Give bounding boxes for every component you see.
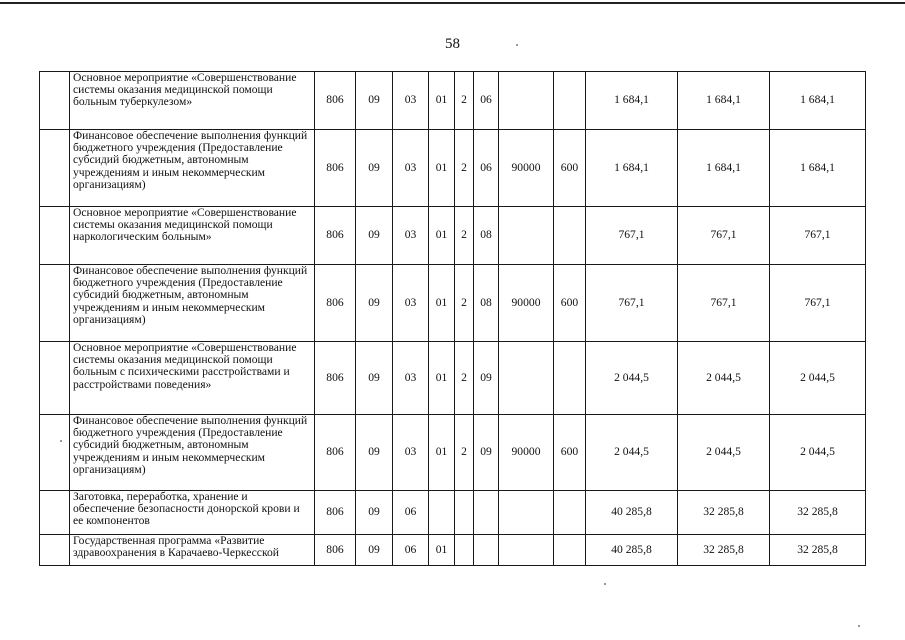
section-code: 09 [356,130,393,207]
subprogram-code: 2 [455,130,474,207]
expense-direction-code [499,207,554,265]
amount-1: 1 684,1 [586,72,678,130]
program-code: 01 [429,207,455,265]
table-row [40,130,866,207]
subsection-code: 06 [393,491,429,535]
row-marker-cell [40,265,70,342]
ministry-code: 806 [315,491,356,535]
expense-direction-code: 90000 [499,130,554,207]
subsection-code: 03 [393,207,429,265]
row-marker-cell [40,491,70,535]
amount-2: 1 684,1 [678,72,770,130]
expense-type-code: 600 [554,130,586,207]
program-code: 01 [429,342,455,415]
expense-direction-code: 90000 [499,415,554,491]
table-body [40,72,866,566]
amount-3: 767,1 [770,265,866,342]
amount-1: 40 285,8 [586,491,678,535]
ministry-code: 806 [315,342,356,415]
expense-direction-code [499,342,554,415]
event-code: 08 [474,265,499,342]
ministry-code: 806 [315,535,356,566]
row-marker-cell [40,342,70,415]
amount-1: 767,1 [586,265,678,342]
scan-speck [604,583,606,585]
ministry-code: 806 [315,130,356,207]
row-name: Финансовое обеспечение выполнения функций бюджетного учреждения (Предоставление субсидий бюджетным, автономным учреждениям и иным некоммерческим организациям) [70,265,315,342]
event-code: 09 [474,342,499,415]
amount-3: 32 285,8 [770,535,866,566]
expense-type-code: 600 [554,415,586,491]
amount-2: 1 684,1 [678,130,770,207]
row-marker-cell [40,207,70,265]
program-code: 01 [429,535,455,566]
event-code: 06 [474,130,499,207]
row-marker-cell [40,535,70,566]
program-code: 01 [429,415,455,491]
amount-1: 2 044,5 [586,415,678,491]
amount-3: 2 044,5 [770,342,866,415]
ministry-code: 806 [315,72,356,130]
amount-2: 767,1 [678,265,770,342]
row-marker-cell [40,130,70,207]
expense-type-code [554,535,586,566]
budget-table [39,71,866,566]
program-code: 01 [429,72,455,130]
event-code [474,491,499,535]
row-name: Финансовое обеспечение выполнения функций бюджетного учреждения (Предоставление субсидий бюджетным, автономным учреждениям и иным некоммерческим организациям) [70,415,315,491]
amount-3: 32 285,8 [770,491,866,535]
amount-2: 2 044,5 [678,415,770,491]
scan-top-border [0,2,905,4]
section-code: 09 [356,491,393,535]
row-marker-cell [40,72,70,130]
subsection-code: 03 [393,130,429,207]
subsection-code: 03 [393,415,429,491]
section-code: 09 [356,342,393,415]
subsection-code: 06 [393,535,429,566]
amount-3: 767,1 [770,207,866,265]
event-code [474,535,499,566]
table-row [40,535,866,566]
subprogram-code: 2 [455,265,474,342]
subprogram-code: 2 [455,342,474,415]
expense-type-code [554,72,586,130]
expense-type-code: 600 [554,265,586,342]
amount-3: 1 684,1 [770,72,866,130]
event-code: 09 [474,415,499,491]
subprogram-code: 2 [455,207,474,265]
amount-2: 767,1 [678,207,770,265]
page-number: 58 [445,36,460,52]
program-code: 01 [429,265,455,342]
ministry-code: 806 [315,415,356,491]
section-code: 09 [356,535,393,566]
table-row [40,265,866,342]
section-code: 09 [356,207,393,265]
table-row [40,72,866,130]
row-name: Финансовое обеспечение выполнения функций бюджетного учреждения (Предоставление субсидий бюджетным, автономным учреждениям и иным некоммерческим организациям) [70,130,315,207]
ministry-code: 806 [315,207,356,265]
amount-1: 767,1 [586,207,678,265]
table-row [40,207,866,265]
expense-direction-code: 90000 [499,265,554,342]
row-marker-cell [40,415,70,491]
amount-3: 1 684,1 [770,130,866,207]
event-code: 06 [474,72,499,130]
expense-type-code [554,491,586,535]
row-name: Основное мероприятие «Совершенствование системы оказания медицинской помощи наркологическим больным» [70,207,315,265]
row-name: Основное мероприятие «Совершенствование системы оказания медицинской помощи больным туберкулезом» [70,72,315,130]
program-code: 01 [429,130,455,207]
expense-direction-code [499,535,554,566]
amount-2: 2 044,5 [678,342,770,415]
amount-2: 32 285,8 [678,491,770,535]
table-row [40,491,866,535]
expense-direction-code [499,491,554,535]
subsection-code: 03 [393,342,429,415]
amount-1: 40 285,8 [586,535,678,566]
scan-speck [60,440,62,442]
amount-1: 1 684,1 [586,130,678,207]
ministry-code: 806 [315,265,356,342]
scan-speck [858,625,860,627]
subprogram-code: 2 [455,72,474,130]
section-code: 09 [356,72,393,130]
expense-direction-code [499,72,554,130]
section-code: 09 [356,415,393,491]
event-code: 08 [474,207,499,265]
table-row [40,342,866,415]
expense-type-code [554,342,586,415]
expense-type-code [554,207,586,265]
amount-1: 2 044,5 [586,342,678,415]
program-code [429,491,455,535]
row-name: Заготовка, переработка, хранение и обеспечение безопасности донорской крови и ее компонентов [70,491,315,535]
amount-3: 2 044,5 [770,415,866,491]
section-code: 09 [356,265,393,342]
subprogram-code [455,535,474,566]
subsection-code: 03 [393,265,429,342]
subsection-code: 03 [393,72,429,130]
amount-2: 32 285,8 [678,535,770,566]
subprogram-code: 2 [455,415,474,491]
scan-speck [516,44,518,46]
row-name: Основное мероприятие «Совершенствование системы оказания медицинской помощи больным с психическими расстройствами и расстройствами поведения» [70,342,315,415]
table-row [40,415,866,491]
row-name: Государственная программа «Развитие здравоохранения в Карачаево-Черкесской [70,535,315,566]
subprogram-code [455,491,474,535]
